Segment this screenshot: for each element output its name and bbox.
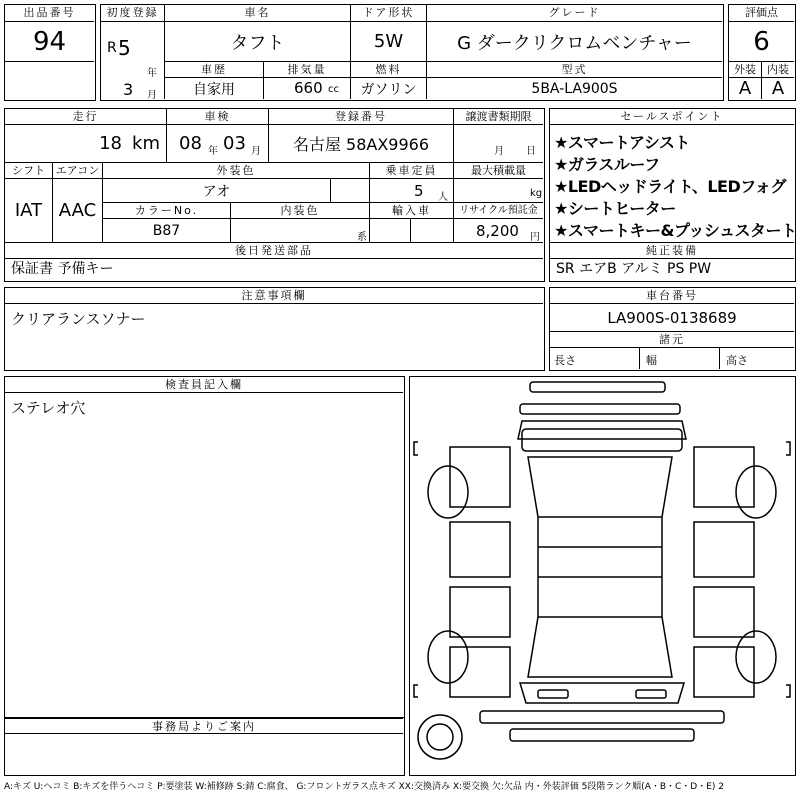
max-load-unit: kg — [530, 188, 543, 199]
sales-points-list — [550, 125, 797, 243]
sales-point-item: ★スマートアシスト — [554, 133, 690, 152]
mileage-cell — [5, 125, 167, 163]
score-block — [728, 4, 796, 101]
int-score-value: A — [771, 78, 785, 99]
import-header: 輸入車 — [370, 203, 454, 219]
office-header: 事務局よりご案内 — [5, 718, 403, 734]
inspection-year: 08 — [179, 133, 202, 154]
chassis-value: LA900S-0138689 — [550, 304, 794, 332]
notes-block — [4, 287, 545, 371]
later-parts-value: 保証書 予備キー — [11, 261, 114, 277]
transfer-header: 譲渡書類期限 — [454, 109, 543, 125]
office-block — [4, 718, 405, 776]
capacity-cell — [370, 179, 454, 203]
ext-score-value: A — [729, 78, 762, 99]
legend-text: A:キズ U:ヘコミ B:キズを伴うヘコミ P:要塗装 W:補修跡 S:錆 C:腐食、 G:フロントガラス点キズ XX:交換済み X:要交換 欠:欠品 内・外装評価 5段階ランク順(A・B・C・D・E) 2 — [4, 782, 725, 792]
first-reg-era: R — [107, 40, 117, 56]
inspector-header: 検査員記入欄 — [5, 377, 403, 393]
import-cell-1 — [370, 219, 411, 243]
score-header: 評価点 — [729, 5, 794, 22]
displacement-header: 排気量 — [264, 62, 351, 78]
equipment-header: 純正装備 — [550, 243, 794, 259]
car-diagram-block — [409, 376, 796, 776]
notes-header: 注意事項欄 — [5, 288, 543, 304]
sales-points-header: セールスポイント — [550, 109, 794, 125]
ext-color-header: 外装色 — [103, 163, 370, 179]
ext-color-value: アオ — [103, 179, 331, 203]
transfer-month-unit: 月 — [494, 146, 504, 157]
recycle-value: 8,200 — [476, 222, 519, 240]
shift-value: IAT — [5, 179, 53, 243]
inspection-year-unit: 年 — [208, 146, 218, 157]
grade-value: G ダークリクロムベンチャー — [427, 22, 722, 62]
car-diagram — [410, 377, 794, 774]
displacement-unit: cc — [328, 84, 339, 95]
aircon-value: AAC — [53, 179, 103, 243]
dims-length-label: 長さ — [554, 354, 576, 367]
notes-value: クリアランスソナー — [11, 310, 146, 328]
sales-point-item: ★シートヒーター — [554, 199, 676, 218]
dims-width-cell — [640, 348, 720, 369]
sales-point-item: ★LEDヘッドライト、LEDフォグ — [554, 177, 786, 196]
sales-point-item: ★スマートキー&プッシュスタート — [554, 221, 797, 240]
recycle-unit: 円 — [530, 232, 540, 243]
lot-block — [4, 4, 96, 101]
fuel-header: 燃料 — [351, 62, 427, 78]
mileage-header: 走行 — [5, 109, 167, 125]
ext-score-header: 外装 — [729, 62, 762, 78]
chassis-header: 車台番号 — [550, 288, 794, 304]
door-value: 5W — [351, 22, 427, 62]
int-color-header: 内装色 — [231, 203, 370, 219]
recycle-cell — [454, 219, 543, 243]
model-value: 5BA-LA900S — [531, 80, 618, 97]
inspector-block — [4, 376, 405, 718]
details-block — [4, 108, 545, 282]
vehicle-block — [100, 4, 724, 101]
int-color-unit: 系 — [357, 232, 367, 243]
score-value: 6 — [729, 22, 794, 62]
dims-height-cell — [720, 348, 794, 369]
history-value: 自家用 — [165, 78, 264, 99]
displacement-value: 660 — [294, 79, 323, 97]
first-reg-month-unit: 月 — [147, 90, 157, 101]
dims-width-label: 幅 — [646, 354, 657, 367]
ext-color-spare-cell — [331, 179, 370, 203]
import-cell-2 — [411, 219, 454, 243]
chassis-block — [549, 287, 796, 371]
transfer-cell — [454, 125, 543, 163]
int-score-header: 内装 — [762, 62, 794, 78]
int-color-cell — [231, 219, 370, 243]
first-reg-month: 3 — [123, 80, 134, 99]
capacity-unit: 人 — [438, 192, 448, 203]
capacity-header: 乗車定員 — [370, 163, 454, 179]
plate-header: 登録番号 — [269, 109, 454, 125]
inspection-cell — [167, 125, 269, 163]
inspection-month: 03 — [223, 133, 246, 154]
inspector-value: ステレオ穴 — [11, 399, 86, 417]
first-reg-year-unit: 年 — [147, 68, 157, 79]
plate-value: 名古屋 58AX9966 — [269, 125, 454, 163]
later-parts-header: 後日発送部品 — [5, 243, 543, 259]
color-no-value: B87 — [103, 219, 231, 243]
sales-block — [549, 108, 796, 282]
model-header: 型式 — [427, 62, 722, 78]
dims-length-cell — [550, 348, 640, 369]
dims-height-label: 高さ — [726, 354, 748, 367]
capacity-value: 5 — [414, 182, 424, 200]
transfer-day-unit: 日 — [526, 146, 536, 157]
inspection-month-unit: 月 — [251, 146, 261, 157]
mileage-value: 18 — [99, 133, 122, 154]
car-name-value: タフト — [165, 22, 351, 62]
equipment-value: SR エアB アルミ PS PW — [556, 261, 712, 277]
car-name-header: 車名 — [165, 5, 351, 22]
max-load-cell — [454, 179, 543, 203]
first-reg-year: 5 — [118, 36, 131, 60]
inspection-header: 車検 — [167, 109, 269, 125]
lot-number: 94 — [5, 22, 94, 62]
recycle-header: リサイクル預託金 — [454, 203, 543, 219]
mileage-unit: km — [132, 133, 160, 154]
displacement-cell — [264, 78, 351, 99]
shift-header: シフト — [5, 163, 53, 179]
first-reg-cell — [101, 22, 165, 99]
dims-header: 諸元 — [550, 332, 794, 348]
lot-header: 出品番号 — [5, 5, 94, 22]
door-header: ドア形状 — [351, 5, 427, 22]
fuel-value: ガソリン — [351, 78, 427, 99]
sales-point-item: ★ガラスルーフ — [554, 155, 660, 174]
max-load-header: 最大積載量 — [454, 163, 543, 179]
color-no-header: カラーNo. — [103, 203, 231, 219]
first-reg-header: 初度登録 — [101, 5, 165, 22]
grade-header: グレード — [427, 5, 722, 22]
aircon-header: エアコン — [53, 163, 103, 179]
history-header: 車歴 — [165, 62, 264, 78]
